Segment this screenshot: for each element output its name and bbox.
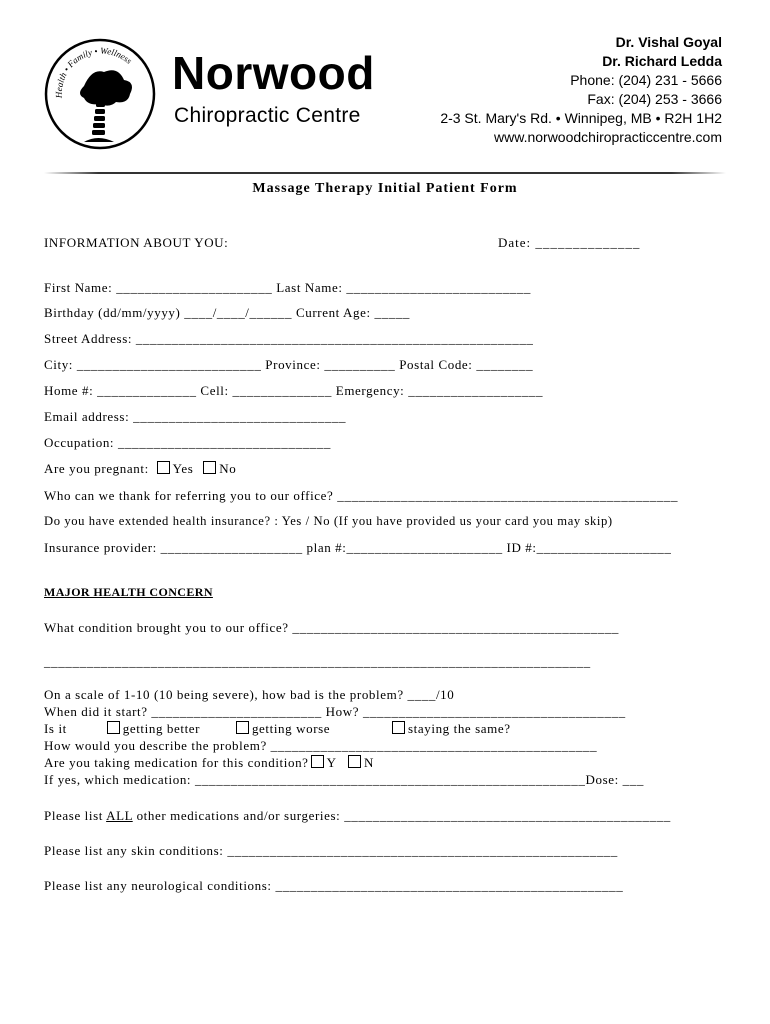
birthday-age-fields[interactable]: Birthday (dd/mm/yyyy) ____/____/______ Current Age: _____ [44,305,411,320]
staying-same-label: staying the same? [408,721,511,736]
section-heading: INFORMATION ABOUT YOU: [44,235,229,250]
getting-worse-label: getting worse [251,721,331,736]
progress-question [44,721,511,737]
brand-name: Norwood [172,47,375,99]
severity-field[interactable]: On a scale of 1-10 (10 being severe), how bad is the problem? ____/10 [44,687,455,702]
tree-spine-icon [80,70,132,142]
progress-label: Is it [44,721,67,736]
medication-no-label: N [363,755,374,770]
neurological-conditions-field[interactable]: Please list any neurological conditions: _________________________________________________ [44,878,624,893]
describe-field[interactable]: How would you describe the problem? ______________________________________________ [44,738,598,753]
list-all-emphasis: ALL [106,808,133,823]
brand-subtitle: Chiropractic Centre [174,104,361,127]
phone-number: Phone: (204) 231 - 5666 [570,72,722,88]
insurance-fields[interactable]: Insurance provider: ____________________ plan #:______________________ ID #:___________________ [44,540,672,555]
header-divider [44,172,726,174]
street-address-field[interactable]: Street Address: ________________________________________________________ [44,331,534,346]
staying-same-checkbox[interactable] [392,721,405,734]
form-title: Massage Therapy Initial Patient Form [252,181,518,196]
logo-arc-text: Health • Family • Wellness [53,45,134,99]
logo [44,38,156,150]
fax-number: Fax: (204) 253 - 3666 [587,91,722,107]
getting-better-checkbox[interactable] [107,721,120,734]
getting-better-label: getting better [122,721,201,736]
pregnant-yes-label: Yes [172,461,194,476]
condition-field[interactable]: What condition brought you to our office? ______________________________________________ [44,620,620,635]
onset-fields[interactable]: When did it start? ________________________ How? _____________________________________ [44,704,626,719]
medication-dose-fields[interactable]: If yes, which medication: _______________________________________________________Dose: ___ [44,772,644,787]
extended-insurance-question[interactable]: Do you have extended health insurance? : Yes / No (If you have provided us your card you may skip) [44,514,613,528]
clinic-address: 2-3 St. Mary's Rd. • Winnipeg, MB • R2H 1H2 [440,110,722,126]
skin-conditions-field[interactable]: Please list any skin conditions: _______________________________________________________ [44,843,618,858]
condition-extra-line[interactable]: _____________________________________________________________________________ [44,654,591,669]
medication-yes-checkbox[interactable] [311,755,324,768]
referral-field[interactable]: Who can we thank for referring you to our office? ________________________________________________ [44,488,679,503]
list-prefix: Please list [44,808,103,823]
pregnant-no-checkbox[interactable] [203,461,216,474]
name-fields[interactable]: First Name: ______________________ Last Name: __________________________ [44,280,531,295]
medication-question [44,755,374,771]
medication-yes-label: Y [326,755,337,770]
pregnant-yes-checkbox[interactable] [157,461,170,474]
medications-surgeries-field[interactable] [44,808,671,824]
list-rest: other medications and/or surgeries: ______________________________________________ [136,808,671,823]
phone-fields[interactable]: Home #: ______________ Cell: ______________ Emergency: ___________________ [44,383,544,398]
medication-no-checkbox[interactable] [348,755,361,768]
medication-label: Are you taking medication for this condition? [44,755,309,770]
email-field[interactable]: Email address: ______________________________ [44,409,347,424]
pregnant-label: Are you pregnant: [44,461,149,476]
occupation-field[interactable]: Occupation: ______________________________ [44,435,331,450]
pregnant-question [44,461,236,477]
date-field[interactable]: Date: ______________ [498,235,641,250]
doctor-name: Dr. Richard Ledda [602,53,722,69]
getting-worse-checkbox[interactable] [236,721,249,734]
city-province-postal-fields[interactable]: City: __________________________ Province: __________ Postal Code: ________ [44,357,534,372]
pregnant-no-label: No [219,461,237,476]
doctor-name: Dr. Vishal Goyal [615,34,722,50]
section-heading: MAJOR HEALTH CONCERN [44,585,213,599]
clinic-website: www.norwoodchiropracticcentre.com [494,129,722,145]
